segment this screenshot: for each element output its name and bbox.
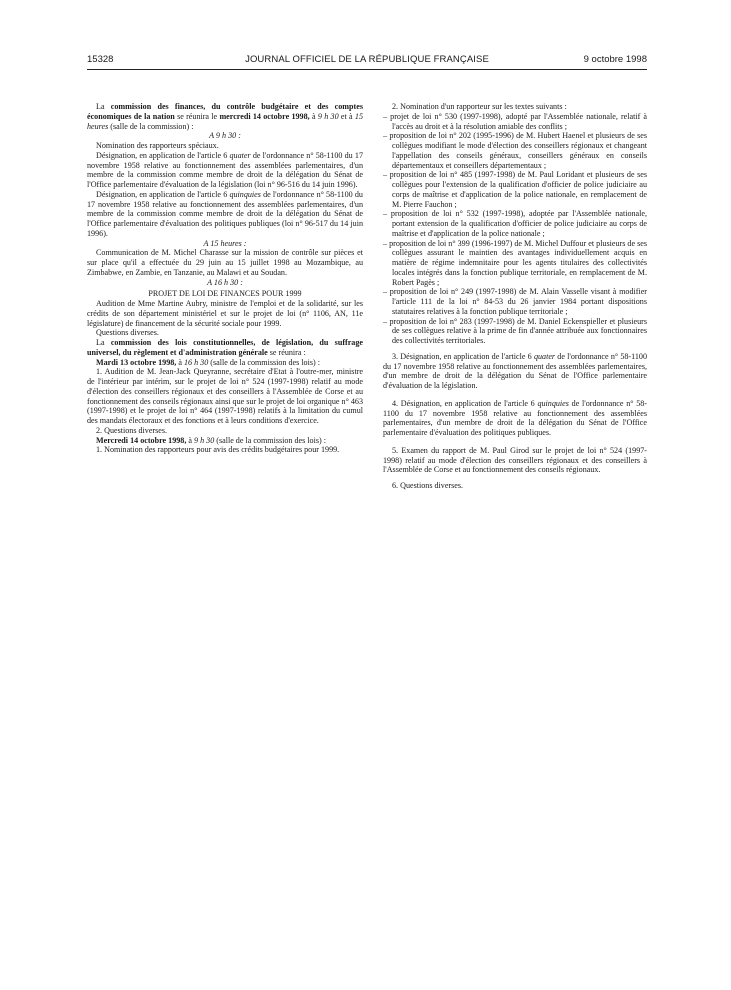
right-column xyxy=(383,102,647,491)
agenda-item: Questions diverses. xyxy=(96,328,159,338)
bill-list-item: – proposition de loi n° 283 (1997-1998) de M. Daniel Eckenspieller et plusieurs de ses collègues relative à la prime de fin d'année attribuée aux fonctionnaires des collectivités territoriales. xyxy=(383,316,647,345)
agenda-item: Nomination des rapporteurs spéciaux. xyxy=(96,141,219,150)
header-divider xyxy=(87,69,647,70)
left-column xyxy=(87,102,363,455)
agenda-item: Audition de Mme Martine Aubry, ministre de l'emploi et de la solidarité, sur les crédits de son département ministériel et sur le projet de loi (n° 1106, AN, 11e législature) de financement de la sécurité sociale pour 1999. xyxy=(87,299,363,328)
page-number: 15328 xyxy=(87,54,114,65)
time-heading-930: A 9 h 30 : xyxy=(209,131,241,141)
bill-list-item: – proposition de loi n° 249 (1997-1998) de M. Alain Vasselle visant à modifier l'article 111 de la loi n° 84-53 du 26 janvier 1984 portant dispositions statutaires relatives à la fonction publique territoriale ; xyxy=(383,287,647,316)
session-date-wednesday: Mercredi 14 octobre 1998, à 9 h 30 (salle de la commission des lois) : xyxy=(96,435,326,445)
bill-list-item: – proposition de loi n° 485 (1997-1998) de M. Paul Loridant et plusieurs de ses collègues pour l'extension de la qualification d'officier de police judiciaire au corps de maîtrise et d'application de la police nationale, en remplacement de M. Pierre Fauchon ; xyxy=(383,170,647,209)
journal-title: JOURNAL OFFICIEL DE LA RÉPUBLIQUE FRANÇAISE xyxy=(245,54,489,65)
issue-date: 9 octobre 1998 xyxy=(583,54,647,65)
bill-list-item: – projet de loi n° 530 (1997-1998), adopté par l'Assemblée nationale, relatif à l'accès au droit et à la résolution amiable des conflits ; xyxy=(383,111,647,131)
agenda-item: 1. Nomination des rapporteurs pour avis des crédits budgétaires pour 1999. xyxy=(96,445,340,455)
time-heading-1630: A 16 h 30 : xyxy=(207,277,243,287)
page-header xyxy=(87,54,647,68)
law-commission-intro: La commission des lois constitutionnelles, de législation, du suffrage universel, du règlement et d'administration générale se réunira : xyxy=(87,338,363,357)
agenda-item: Désignation, en application de l'article 6 quater de l'ordonnance n° 58-1100 du 17 novembre 1958 relative au fonctionnement des assemblées parlementaires, d'un membre de la commission comme membre de droit de la délégation du Sénat de l'Office parlementaire d'évaluation de la législation (loi n° 96-516 du 14 juin 1996). xyxy=(87,150,363,189)
agenda-item: 4. Désignation, en application de l'article 6 quinquies de l'ordonnance n° 58-1100 du 17 novembre 1958 relative au fonctionnement des assemblées parlementaires, d'un membre de droit de la délégation du Sénat de l'Office parlementaire d'évaluation des politiques publiques. xyxy=(383,398,647,437)
agenda-item: Communication de M. Michel Charasse sur la mission de contrôle sur pièces et sur place qu'il a effectuée du 29 juin au 15 juillet 1998 au Mozambique, au Zimbabwe, en Zambie, en Tanzanie, au Malawi et au Soudan. xyxy=(87,248,363,277)
finance-bill-title: PROJET DE LOI DE FINANCES POUR 1999 xyxy=(148,289,302,299)
session-date-tuesday: Mardi 13 octobre 1998, à 16 h 30 (salle de la commission des lois) : xyxy=(96,357,320,367)
agenda-item: 2. Nomination d'un rapporteur sur les textes suivants : xyxy=(392,102,567,111)
bill-list-item: – proposition de loi n° 532 (1997-1998), adoptée par l'Assemblée nationale, portant extension de la qualification d'officier de police judiciaire au corps de maîtrise et d'application de la police nationale ; xyxy=(383,209,647,238)
finance-commission-intro: La commission des finances, du contrôle budgétaire et des comptes économiques de la nation se réunira le mercredi 14 octobre 1998, à 9 h 30 et à 15 heures (salle de la commission) : xyxy=(87,102,364,131)
agenda-item: 6. Questions diverses. xyxy=(392,481,464,490)
bill-list-item: – proposition de loi n° 202 (1995-1996) de M. Hubert Haenel et plusieurs de ses collègues modifiant le mode d'élection des conseillers régionaux et changeant l'appellation des conseils généraux, conseillers généraux en conseils départementaux et conseillers départementaux ; xyxy=(383,131,647,170)
agenda-item: 3. Désignation, en application de l'article 6 quater de l'ordonnance n° 58-1100 du 17 novembre 1958 relative au fonctionnement des assemblées parlementaires, d'un membre de droit de la délégation du Sénat de l'Office parlementaire d'évaluation de la législation. xyxy=(383,351,647,390)
agenda-item: Désignation, en application de l'article 6 quinquies de l'ordonnance n° 58-1100 du 17 novembre 1958 relative au fonctionnement des assemblées parlementaires, d'un membre de la commission comme membre de droit de la délégation du Sénat de l'Office parlementaire d'évaluation des politiques publiques (loi n° 96-517 du 14 juin 1996). xyxy=(87,189,363,238)
agenda-item: 1. Audition de M. Jean-Jack Queyranne, secrétaire d'Etat à l'outre-mer, ministre de l'intérieur par intérim, sur le projet de loi n° 524 (1997-1998) relatif au mode d'élection des conseillers régionaux et des conseillers à l'Assemblée de Corse et au fonctionnement des conseils régionaux ainsi que sur le projet de loi organique n° 463 (1997-1998) et le projet de loi n° 464 (1997-1998) relatifs à la limitation du cumul des mandats électoraux et des fonctions et à leurs conditions d'exercice. xyxy=(87,367,363,425)
agenda-item: 5. Examen du rapport de M. Paul Girod sur le projet de loi n° 524 (1997-1998) relatif au mode d'élection des conseillers régionaux et des conseillers à l'Assemblée de Corse et au fonctionnement des conseils régionaux. xyxy=(383,445,647,475)
bill-list-item: – proposition de loi n° 399 (1996-1997) de M. Michel Duffour et plusieurs de ses collègues assurant le maintien des avantages individuellement acquis en matière de régime indemnitaire pour les agents titulaires des collectivités locales intégrés dans la fonction publique territoriale, en remplacement de M. Robert Pagès ; xyxy=(383,238,647,287)
time-heading-15h: A 15 heures : xyxy=(203,238,247,248)
agenda-item: 2. Questions diverses. xyxy=(96,425,168,435)
